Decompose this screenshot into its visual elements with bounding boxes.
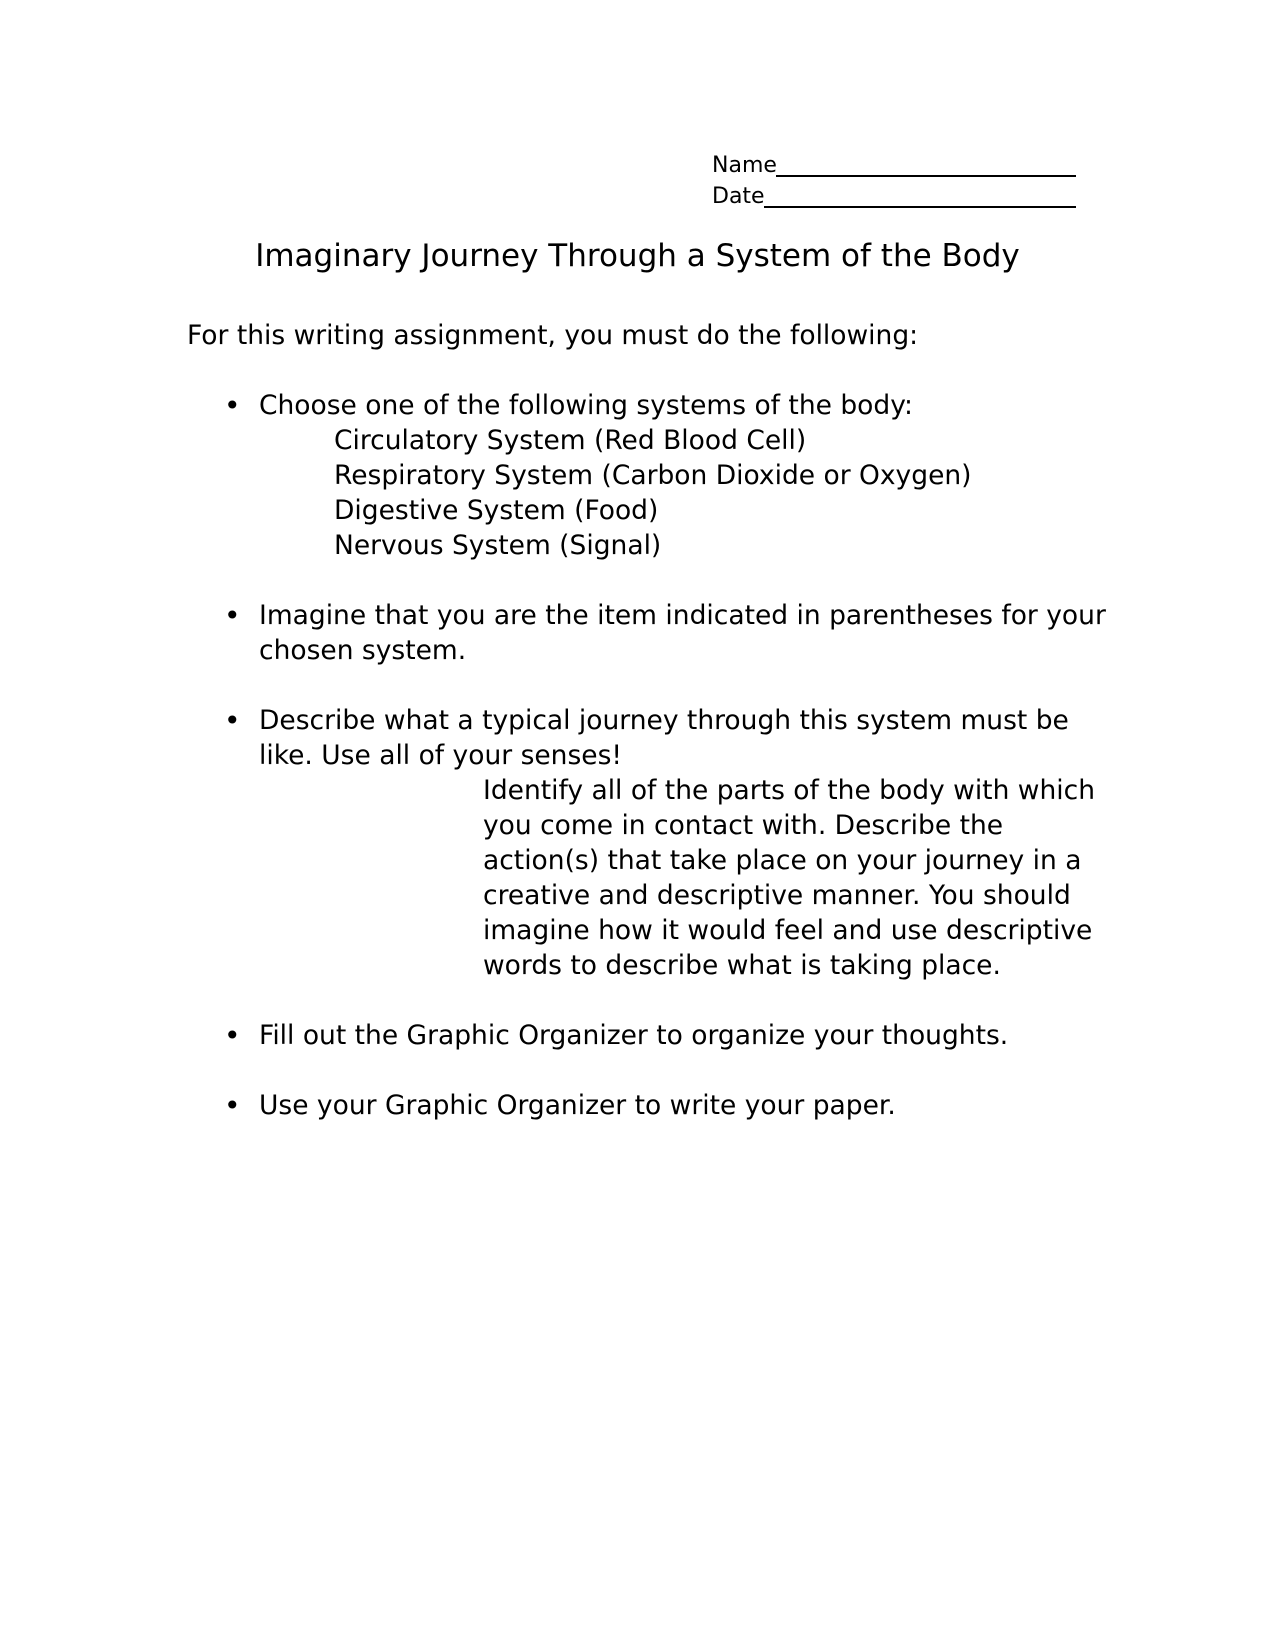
- name-label: Name: [712, 153, 777, 178]
- bullet-3-detail-line-6: words to describe what is taking place.: [483, 950, 1001, 981]
- date-label: Date: [712, 184, 765, 209]
- date-field-line[interactable]: [764, 206, 1076, 208]
- bullet-2-text-line-2: chosen system.: [259, 635, 467, 666]
- system-option-respiratory: Respiratory System (Carbon Dioxide or Oxygen): [334, 460, 972, 491]
- bullet-3-icon: •: [224, 704, 241, 737]
- bullet-3-detail-line-3: action(s) that take place on your journey in a: [483, 845, 1082, 876]
- bullet-3-detail-line-5: imagine how it would feel and use descriptive: [483, 915, 1093, 946]
- date-field-row: [712, 181, 1092, 212]
- system-option-digestive: Digestive System (Food): [334, 495, 659, 526]
- bullet-3-text-line-1: Describe what a typical journey through this system must be: [259, 705, 1069, 736]
- header-fields: [712, 150, 1092, 212]
- name-field-line[interactable]: [776, 175, 1076, 177]
- bullet-3-detail-line-2: you come in contact with. Describe the: [483, 810, 1004, 841]
- name-field-row: [712, 150, 1092, 181]
- bullet-4-text: Fill out the Graphic Organizer to organize your thoughts.: [259, 1020, 1009, 1051]
- bullet-1-text: Choose one of the following systems of the body:: [259, 390, 913, 421]
- bullet-3-detail-line-1: Identify all of the parts of the body with which: [483, 775, 1095, 806]
- bullet-4-icon: •: [224, 1019, 241, 1052]
- intro-text: For this writing assignment, you must do the following:: [187, 320, 919, 351]
- page-title: Imaginary Journey Through a System of the Body: [255, 238, 1020, 274]
- bullet-2-icon: •: [224, 599, 241, 632]
- system-option-nervous: Nervous System (Signal): [334, 530, 662, 561]
- bullet-1-icon: •: [224, 389, 241, 422]
- bullet-5-text: Use your Graphic Organizer to write your paper.: [259, 1090, 896, 1121]
- bullet-3-detail-line-4: creative and descriptive manner. You should: [483, 880, 1071, 911]
- bullet-3-text-line-2: like. Use all of your senses!: [259, 740, 623, 771]
- system-option-circulatory: Circulatory System (Red Blood Cell): [334, 425, 807, 456]
- bullet-5-icon: •: [224, 1089, 241, 1122]
- bullet-2-text-line-1: Imagine that you are the item indicated in parentheses for your: [259, 600, 1106, 631]
